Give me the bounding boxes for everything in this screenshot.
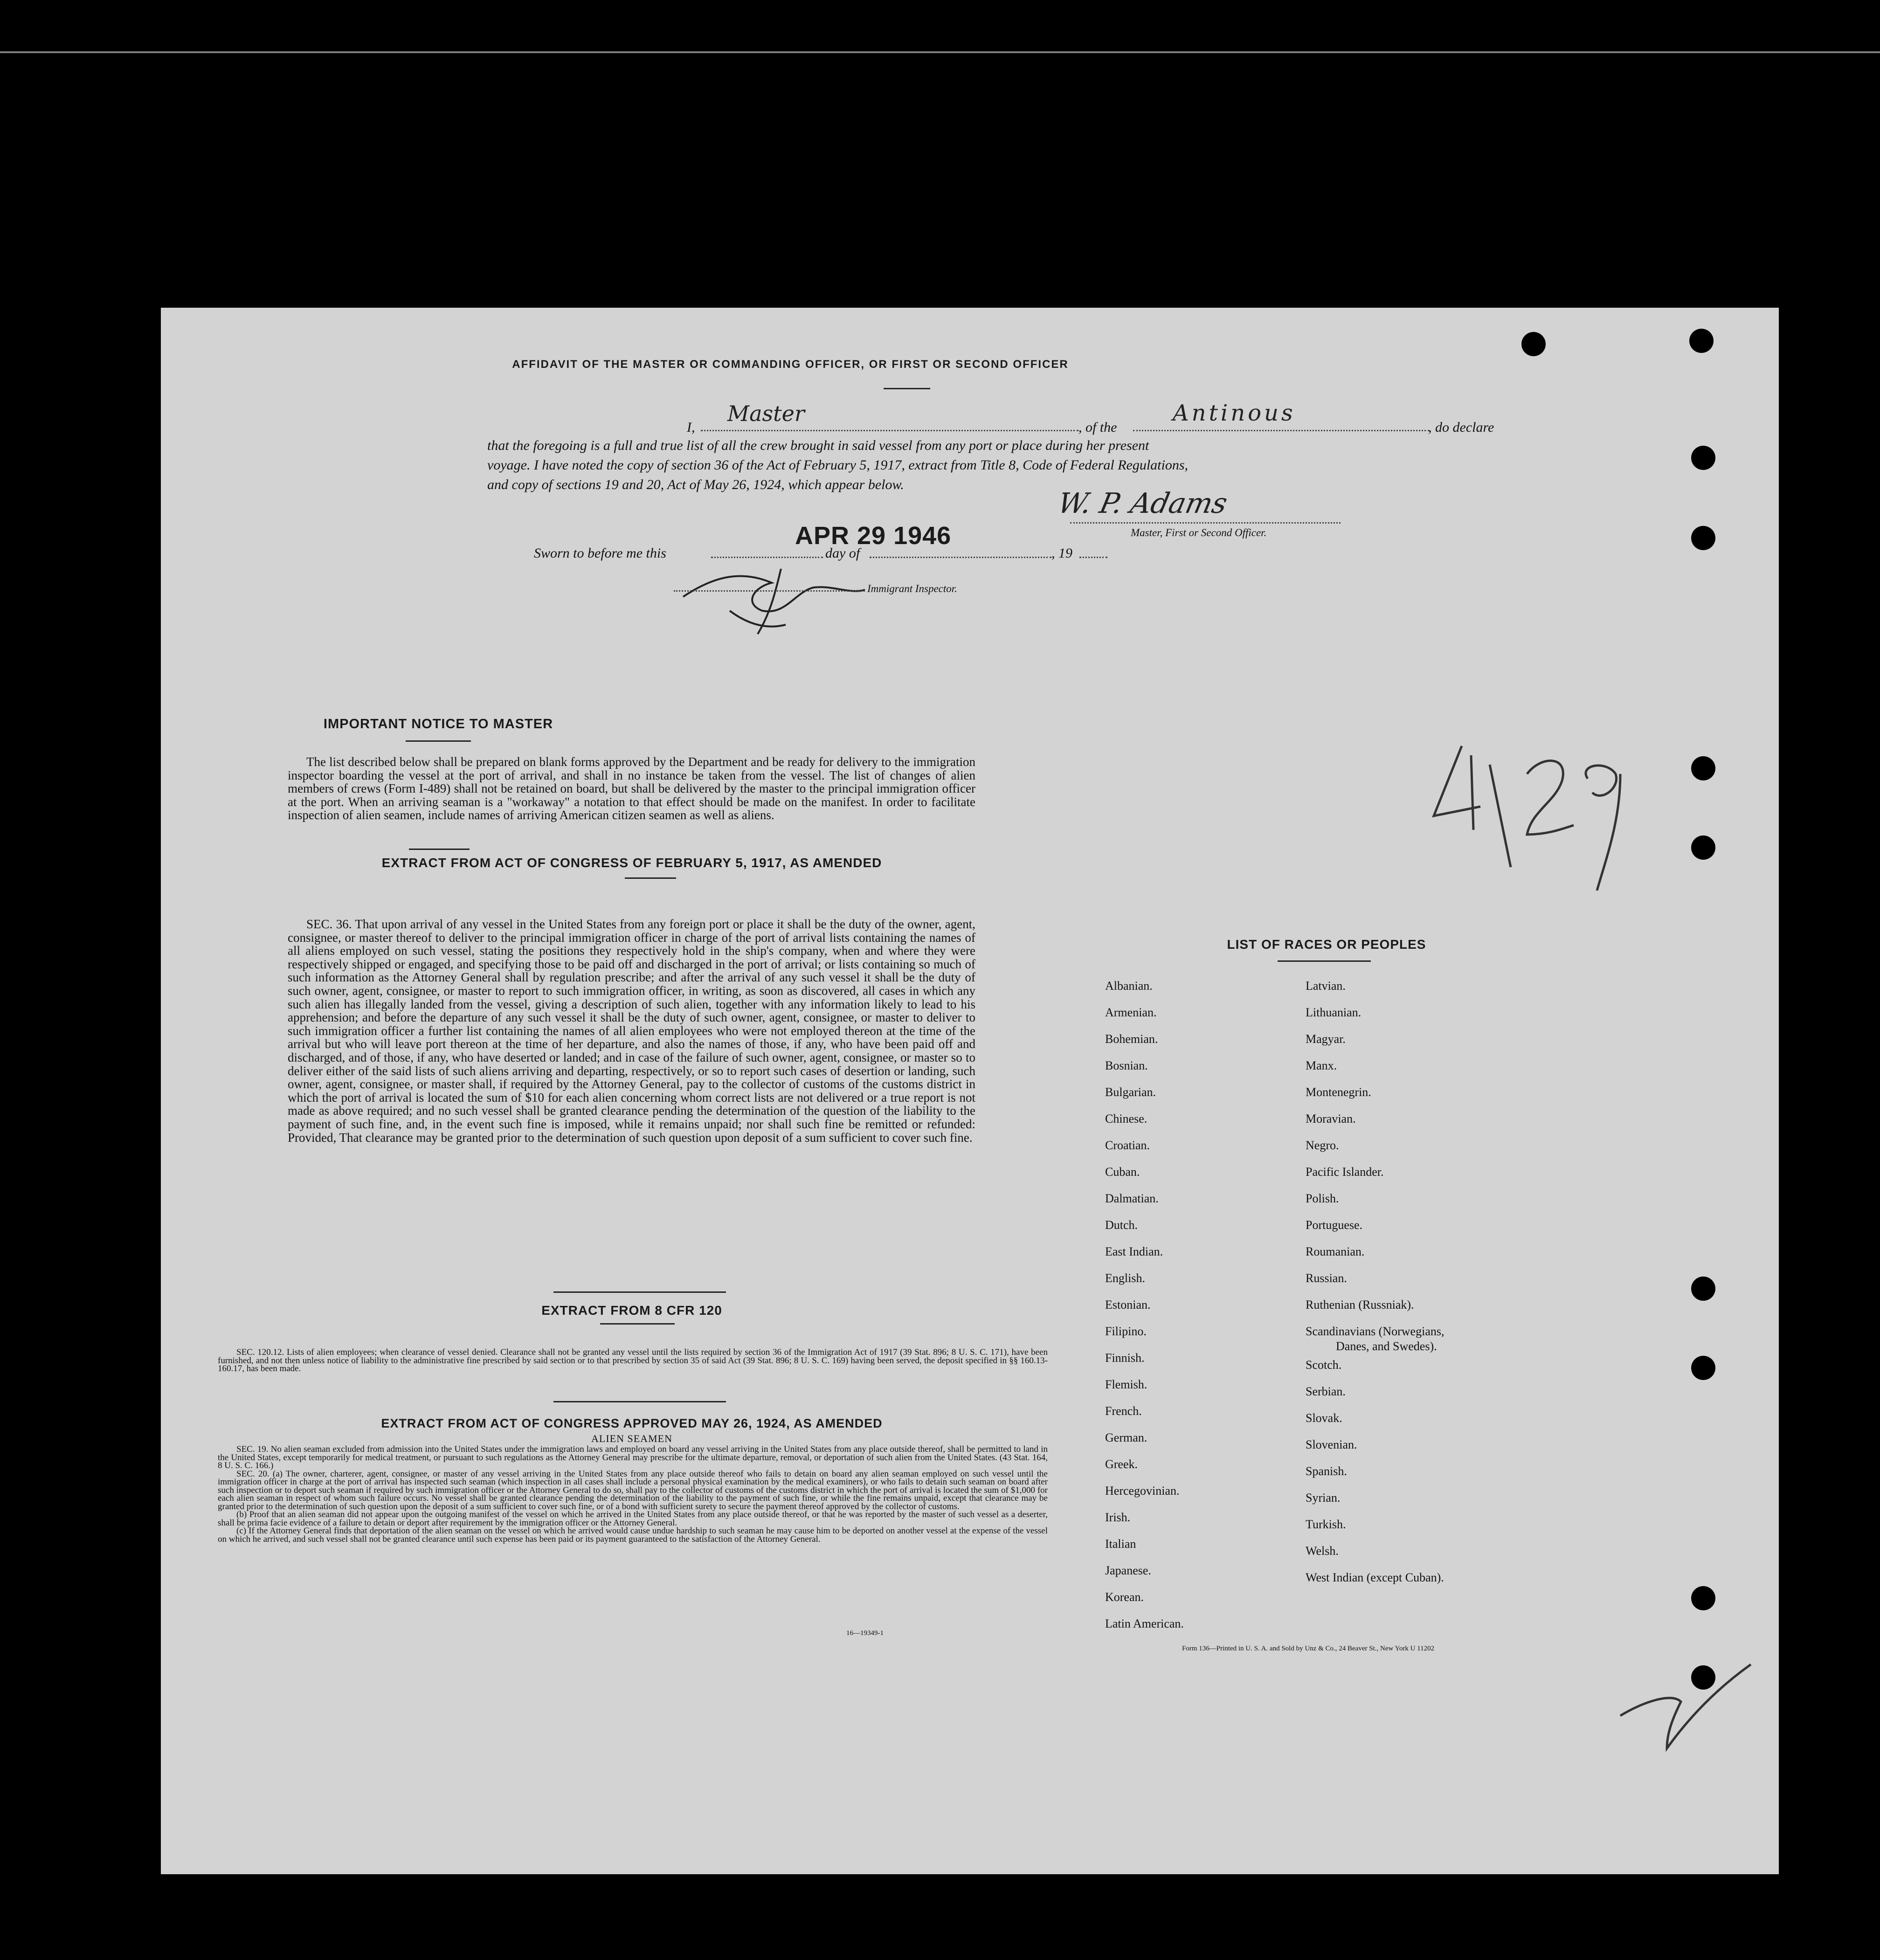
vessel-handwritten: Antinous — [1173, 400, 1296, 426]
race-item: Polish. — [1306, 1192, 1339, 1205]
affidavit-line-2: that the foregoing is a full and true list of all the crew brought in said vessel from any port or place during her present — [487, 438, 1149, 453]
notice-title: IMPORTANT NOTICE TO MASTER — [323, 717, 553, 732]
punch-hole-icon — [1691, 1277, 1715, 1301]
race-item: Bulgarian. — [1105, 1085, 1156, 1099]
notice-body: The list described below shall be prepared on blank forms approved by the Department and be ready for delivery to the immigration inspector boarding the vessel at the port of arrival, and shall in no instance be taken from the vessel. The list of changes of alien members of crews (Form I-489) shall not be retained on board, but shall be delivered by the master to the principal immigration officer at the port. When an arriving seaman is a "workaway" a notation to that effect should be made on the manifest. In order to facilitate inspection of alien seamen, include names of arriving American citizen seamen as well as aliens. — [288, 755, 975, 822]
sec19-text: SEC. 19. No alien seaman excluded from admission into the United States under the immigration laws and employed on board any vessel arriving in the United States from any place outside thereof, shall be permitted to land in the United States, except temporarily for medical treatment, or pursuant to such regulations as the Attorney General may prescribe for the ultimate departure, removal, or deportation of such alien from the United States. (43 Stat. 164, 8 U. S. C. 166.) — [218, 1444, 1048, 1470]
punch-hole-icon — [1691, 526, 1715, 550]
sec20c-text: (c) If the Attorney General finds that deportation of the alien seaman on the vessel on which he arrived would cause undue hardship to such seaman he may cause him to be deported on another vessel at the expense of the vessel on which he arrived, and such vessel shall not be granted clearance until such expense has been paid or its payment guaranteed to the satisfaction of the Attorney General. — [218, 1526, 1048, 1544]
cfr-body: SEC. 120.12. Lists of alien employees; when clearance of vessel denied. Clearance shall not be granted any vessel until the lists required by section 36 of the Immigration Act of 1917 (39 Stat. 896; 8 U. S. C. 171), have been furnished, and not then unless notice of liability to the administrative fine prescribed by said section or to that prescribed by section 35 of said Act (39 Stat. 896; 8 U. S. C. 169) having been served, the deposit specified in §§ 160.13-160.17, has been made. — [218, 1347, 1048, 1373]
race-item: Greek. — [1105, 1457, 1138, 1471]
inspector-signature — [674, 559, 898, 639]
race-item: Portuguese. — [1306, 1218, 1363, 1232]
extract1924-subtitle: ALIEN SEAMEN — [591, 1433, 672, 1444]
affidavit-title: AFFIDAVIT OF THE MASTER OR COMMANDING OFFICER, OR FIRST OR SECOND OFFICER — [512, 358, 1069, 371]
race-item: Cuban. — [1105, 1165, 1140, 1179]
race-item: Slovak. — [1306, 1411, 1342, 1425]
race-item: Albanian. — [1105, 979, 1153, 993]
cfr-rule — [600, 1323, 675, 1325]
punch-hole-icon — [1691, 1586, 1715, 1610]
race-item: French. — [1105, 1404, 1142, 1418]
race-item: Croatian. — [1105, 1139, 1150, 1152]
title-rule — [884, 388, 930, 389]
scan-top-line — [0, 51, 1880, 53]
sworn-day-line — [711, 557, 823, 558]
affidavit-line-3: voyage. I have noted the copy of section 36 of the Act of February 5, 1917, extract from Title 8, Code of Federal Regulations, — [487, 457, 1189, 473]
race-item: West Indian (except Cuban). — [1306, 1571, 1444, 1584]
form-code: 16—19349-1 — [846, 1629, 884, 1637]
race-item: Slovenian. — [1306, 1438, 1357, 1451]
race-item: Scandinavians (Norwegians, — [1306, 1325, 1445, 1338]
race-item: Irish. — [1105, 1511, 1131, 1524]
inspector-title: Immigrant Inspector. — [867, 583, 957, 594]
extract1917-body: SEC. 36. That upon arrival of any vessel in the United States from any foreign port or place it shall be the duty of the owner, agent, consignee, or master thereof to deliver to the principal immigration officer in charge of the port of arrival lists containing the names of all aliens employed on such vessel, stating the positions they respectively hold in the ship's company, when and where they were respectively shipped or engaged, and specifying those to be paid off and discharged in the port of arrival; or lists containing so much of such information as the Attorney General shall by regulation prescribe; and after the arrival of any such vessel it shall be the duty of such owner, agent, consignee, or master to report to such immigration officer, in writing, as soon as discovered, all cases in which any such alien has illegally landed from the vessel, giving a description of such alien, together with any information likely to lead to his apprehension; and before the departure of any such vessel it shall be the duty of such owner, agent, consignee, or master to deliver to such immigration officer a further list containing the names of all alien employees who were not employed thereon at the time of the arrival but who will leave port thereon at the time of her departure, and also the names of those, if any, who have been paid off and discharged, and of those, if any, who have deserted or landed; and in case of the failure of such owner, agent, consignee, or master so to deliver either of the said lists of such aliens arriving and departing, respectively, or so to report such cases of desertion or landing, such owner, agent, consignee, or master shall, if required by the Attorney General, pay to the collector of customs of the customs district in which the port of arrival is located the sum of $10 for each alien concerning whom correct lists are not delivered or a true report is not made as above required; and no such vessel shall be granted clearance pending the determination of the question of the liability to the payment of such fine, and, in the event such fine is imposed, while it remains unpaid; nor shall such fine be remitted or refunded: Provided, That clearance may be granted prior to the determination of such question upon deposit of a sum sufficient to cover such fine. — [288, 917, 975, 1145]
race-item: Montenegrin. — [1306, 1085, 1371, 1099]
race-item: Moravian. — [1306, 1112, 1356, 1125]
race-item: Estonian. — [1105, 1298, 1151, 1311]
of-the-label: , of the — [1078, 420, 1117, 435]
day-of-label: day of — [825, 545, 860, 561]
race-item: Russian. — [1306, 1271, 1347, 1285]
sec20b-text: (b) Proof that an alien seaman did not appear upon the outgoing manifest of the vessel on which he arrived in the United States from any place outside thereof, or that he was reported by the master of such vessel as a deserter, shall be prima facie evidence of a failure to detain or deport after requirement by the immigration officer or the Attorney General. — [218, 1510, 1048, 1528]
affidavit-page — [161, 308, 1779, 1874]
check-mark — [1616, 1660, 1756, 1753]
race-continuation: Danes, and Swedes). — [1336, 1339, 1437, 1353]
footer-imprint: Form 136—Printed in U. S. A. and Sold by Unz & Co., 24 Beaver St., New York U 11202 — [1182, 1645, 1435, 1652]
race-item: Spanish. — [1306, 1464, 1347, 1478]
race-item: Hercegovinian. — [1105, 1484, 1180, 1498]
extract1917-rule — [625, 877, 676, 879]
vessel-field-line — [1133, 430, 1429, 431]
month-line — [870, 557, 1051, 558]
punch-hole-icon — [1691, 835, 1715, 860]
do-declare-label: , do declare — [1428, 420, 1494, 435]
signer-title: Master, First or Second Officer. — [1131, 527, 1267, 538]
inspector-line — [674, 590, 865, 592]
extract1924-title: EXTRACT FROM ACT OF CONGRESS APPROVED MAY 26, 1924, AS AMENDED — [381, 1416, 883, 1430]
race-item: Roumanian. — [1306, 1245, 1365, 1258]
race-item: Bohemian. — [1105, 1032, 1158, 1046]
race-item: Welsh. — [1306, 1544, 1339, 1558]
race-item: Manx. — [1306, 1059, 1337, 1072]
race-item: Dalmatian. — [1105, 1192, 1159, 1205]
race-item: Latin American. — [1105, 1617, 1184, 1630]
affidavit-body — [487, 436, 1532, 495]
race-item: Filipino. — [1105, 1325, 1147, 1338]
date-stamp: APR 29 1946 — [795, 522, 952, 550]
year-line — [1079, 557, 1107, 558]
races-title: LIST OF RACES OR PEOPLES — [1227, 937, 1426, 952]
sworn-label: Sworn to before me this — [534, 545, 666, 561]
punch-hole-icon — [1689, 329, 1714, 353]
affidavit-line-4: and copy of sections 19 and 20, Act of May 26, 1924, which appear below. — [487, 477, 904, 492]
race-item: Serbian. — [1306, 1385, 1346, 1398]
punch-hole-icon — [1691, 446, 1715, 470]
race-item: Bosnian. — [1105, 1059, 1148, 1072]
annotation-handwritten — [1420, 737, 1653, 904]
punch-hole-icon — [1521, 332, 1546, 356]
race-item: Syrian. — [1306, 1491, 1341, 1505]
extract1917-title: EXTRACT FROM ACT OF CONGRESS OF FEBRUARY 5, 1917, AS AMENDED — [381, 856, 882, 870]
signature-line — [1070, 522, 1341, 524]
sec20a-text: SEC. 20. (a) The owner, charterer, agent, consignee, or master of any vessel arriving in the United States from any place outside thereof who fails to detain on board any alien seaman employed on such vessel until the immigration officer in charge at the port of arrival has inspected such seaman (which inspection in all cases shall include a personal physical examination by the medical examiners), or who fails to detain such seaman on board after such inspection or to deport such seaman if required by such immigration officer or the Attorney General to do so, shall pay to the collector of customs of the customs district in which the port of arrival is located the sum of $1,000 for each alien seaman in respect of whom such failure occurs. No vessel shall be granted clearance pending the determination of the liability to the payment of such fine, or while the fine remains unpaid, except that clearance may be granted prior to the determination of such question upon the deposit of a sum sufficient to cover such fine, or of a bond with sufficient surety to secure the payment thereof approved by the collector of customs. — [218, 1469, 1048, 1511]
master-handwritten: Master — [727, 401, 805, 426]
cfr-title: EXTRACT FROM 8 CFR 120 — [541, 1303, 722, 1318]
race-item: Turkish. — [1306, 1518, 1346, 1531]
extract1924-body — [218, 1445, 1048, 1543]
extract1917-rule-top — [409, 849, 470, 850]
race-item: Finnish. — [1105, 1351, 1145, 1365]
race-item: Flemish. — [1105, 1378, 1147, 1391]
race-item: Magyar. — [1306, 1032, 1346, 1046]
punch-hole-icon — [1691, 1356, 1715, 1380]
cfr-rule-top — [553, 1291, 726, 1293]
race-item: East Indian. — [1105, 1245, 1163, 1258]
race-item: Pacific Islander. — [1306, 1165, 1384, 1179]
year-label: , 19 — [1051, 545, 1072, 561]
master-field-line — [701, 430, 1078, 431]
race-item: German. — [1105, 1431, 1147, 1444]
race-item: Armenian. — [1105, 1006, 1157, 1019]
race-item: English. — [1105, 1271, 1145, 1285]
race-item: Japanese. — [1105, 1564, 1151, 1577]
races-rule — [1278, 960, 1371, 962]
punch-hole-icon — [1691, 756, 1715, 780]
affidavit-i: I, — [687, 420, 695, 435]
master-signature: W. P. Adams — [1055, 487, 1230, 520]
race-item: Negro. — [1306, 1139, 1339, 1152]
race-item: Ruthenian (Russniak). — [1306, 1298, 1414, 1311]
extract1924-rule-top — [553, 1401, 726, 1402]
race-item: Lithuanian. — [1306, 1006, 1362, 1019]
race-item: Scotch. — [1306, 1358, 1342, 1372]
race-item: Italian — [1105, 1537, 1136, 1551]
race-item: Latvian. — [1306, 979, 1346, 993]
notice-rule — [406, 740, 471, 742]
race-item: Dutch. — [1105, 1218, 1138, 1232]
race-item: Chinese. — [1105, 1112, 1147, 1125]
race-item: Korean. — [1105, 1590, 1144, 1604]
